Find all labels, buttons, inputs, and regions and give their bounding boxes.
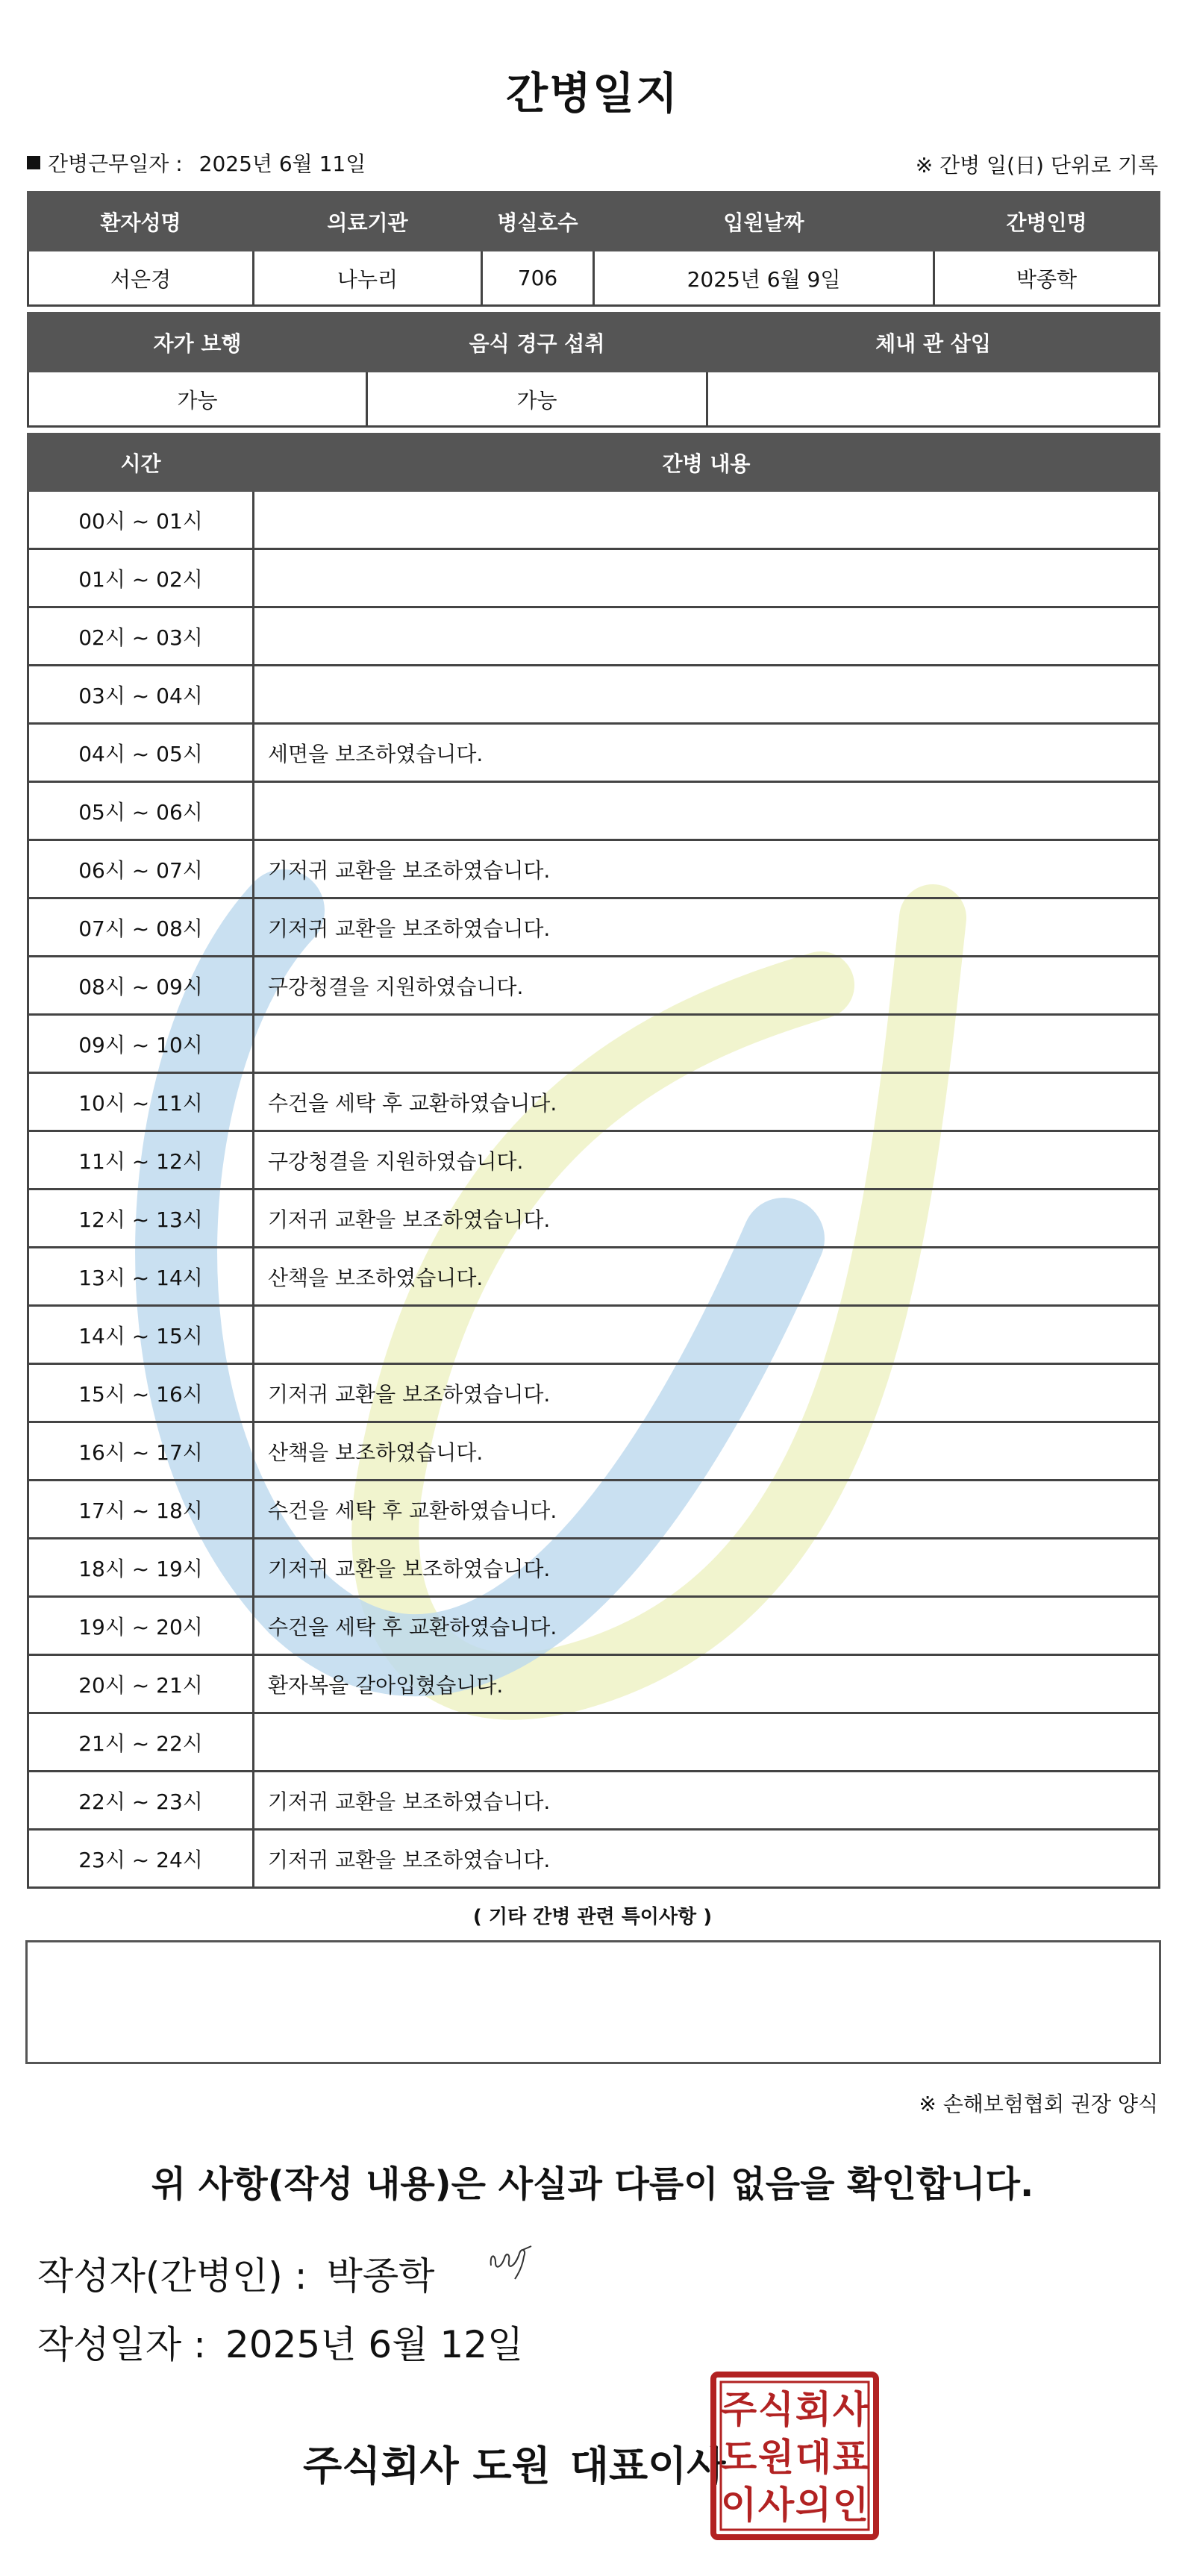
care-content: 수건을 세탁 후 교환하였습니다. (254, 1597, 1160, 1655)
table-row (28, 1772, 1160, 1830)
care-time: 00시 ~ 01시 (28, 491, 254, 549)
care-content (254, 1713, 1160, 1772)
table-row (28, 1189, 1160, 1248)
care-content (254, 549, 1160, 607)
care-time: 15시 ~ 16시 (28, 1364, 254, 1422)
table-row (28, 782, 1160, 840)
care-content (254, 1015, 1160, 1073)
tube-insertion-value (707, 372, 1160, 427)
care-time: 21시 ~ 22시 (28, 1713, 254, 1772)
svg-text:사: 사 (832, 2388, 869, 2431)
admission-date: 2025년 6월 9일 (594, 251, 934, 306)
care-time: 06시 ~ 07시 (28, 840, 254, 898)
care-time: 11시 ~ 12시 (28, 1131, 254, 1189)
care-time: 08시 ~ 09시 (28, 957, 254, 1015)
table-row (28, 1597, 1160, 1655)
table-row (28, 1015, 1160, 1073)
table-row (28, 1306, 1160, 1364)
care-content: 환자복을 갈아입혔습니다. (254, 1655, 1160, 1713)
company-seal (710, 2372, 879, 2540)
page-title: 간병일지 (505, 68, 680, 119)
care-time: 22시 ~ 23시 (28, 1772, 254, 1830)
square-bullet-icon (27, 156, 40, 169)
svg-text:도: 도 (720, 2436, 757, 2479)
care-content: 기저귀 교환을 보조하였습니다. (254, 1364, 1160, 1422)
table-row (28, 1422, 1160, 1481)
header-time: 시간 (28, 434, 254, 491)
header-oral-intake: 음식 경구 섭취 (367, 313, 707, 372)
svg-text:표: 표 (832, 2436, 869, 2479)
care-time: 02시 ~ 03시 (28, 607, 254, 666)
table-row (28, 607, 1160, 666)
caregiver-name: 박종학 (934, 251, 1160, 306)
table-row (28, 1073, 1160, 1131)
care-time: 12시 ~ 13시 (28, 1189, 254, 1248)
care-time: 04시 ~ 05시 (28, 724, 254, 782)
care-content: 기저귀 교환을 보조하였습니다. (254, 1772, 1160, 1830)
care-time: 03시 ~ 04시 (28, 666, 254, 724)
header-caregiver: 간병인명 (934, 193, 1160, 251)
company-name: 주식회사 도원 (303, 2442, 551, 2489)
care-content: 구강청결을 지원하였습니다. (254, 1131, 1160, 1189)
written-date-value: 2025년 6월 12일 (225, 2323, 524, 2366)
header-care-content: 간병 내용 (254, 434, 1160, 491)
work-date (27, 148, 366, 178)
writer-label: 작성자(간병인) : (37, 2254, 307, 2298)
care-time: 18시 ~ 19시 (28, 1539, 254, 1597)
care-time: 13시 ~ 14시 (28, 1248, 254, 1306)
work-date-label: 간병근무일자 : (48, 151, 183, 176)
care-time: 17시 ~ 18시 (28, 1481, 254, 1539)
care-content (254, 1306, 1160, 1364)
care-content: 기저귀 교환을 보조하였습니다. (254, 1189, 1160, 1248)
room-number: 706 (482, 251, 594, 306)
care-content (254, 607, 1160, 666)
care-content (254, 782, 1160, 840)
care-log-table (27, 433, 1160, 1889)
confirmation-statement: 위 사항(작성 내용)은 사실과 다름이 없음을 확인합니다. (151, 2163, 1034, 2205)
company-line (303, 2434, 725, 2492)
table-row (28, 1481, 1160, 1539)
record-note: ※ 간병 일(日) 단위로 기록 (915, 153, 1158, 178)
table-row (28, 666, 1160, 724)
handwritten-signature (485, 2237, 545, 2282)
svg-text:이: 이 (720, 2483, 757, 2527)
oral-intake-value: 가능 (367, 372, 707, 427)
table-row (28, 1248, 1160, 1306)
written-date-line (37, 2315, 523, 2369)
care-time: 10시 ~ 11시 (28, 1073, 254, 1131)
header-room: 병실호수 (482, 193, 594, 251)
header-patient-name: 환자성명 (28, 193, 254, 251)
header-tube-insertion: 체내 관 삽입 (707, 313, 1160, 372)
care-time: 01시 ~ 02시 (28, 549, 254, 607)
care-content: 기저귀 교환을 보조하였습니다. (254, 898, 1160, 957)
company-title: 대표이사 (569, 2442, 726, 2489)
patient-status-table (27, 312, 1160, 428)
care-time: 14시 ~ 15시 (28, 1306, 254, 1364)
care-time: 20시 ~ 21시 (28, 1655, 254, 1713)
table-row (28, 549, 1160, 607)
special-notes-title: ( 기타 간병 관련 특이사항 ) (472, 1906, 713, 1928)
care-content: 구강청결을 지원하였습니다. (254, 957, 1160, 1015)
care-time: 05시 ~ 06시 (28, 782, 254, 840)
written-date-label: 작성일자 : (37, 2323, 206, 2366)
hospital: 나누리 (254, 251, 482, 306)
svg-text:인: 인 (832, 2483, 869, 2527)
svg-text:대: 대 (795, 2436, 832, 2479)
care-content: 산책을 보조하였습니다. (254, 1422, 1160, 1481)
care-content: 수건을 세탁 후 교환하였습니다. (254, 1073, 1160, 1131)
header-admission-date: 입원날짜 (594, 193, 934, 251)
care-time: 16시 ~ 17시 (28, 1422, 254, 1481)
self-walking-value: 가능 (28, 372, 367, 427)
care-time: 23시 ~ 24시 (28, 1830, 254, 1888)
care-content: 기저귀 교환을 보조하였습니다. (254, 1830, 1160, 1888)
care-content (254, 491, 1160, 549)
patient-name: 서은경 (28, 251, 254, 306)
svg-text:원: 원 (757, 2436, 795, 2479)
special-notes-box (25, 1940, 1161, 2064)
svg-text:의: 의 (795, 2483, 832, 2527)
table-row (28, 840, 1160, 898)
care-content: 기저귀 교환을 보조하였습니다. (254, 1539, 1160, 1597)
care-time: 09시 ~ 10시 (28, 1015, 254, 1073)
table-row (28, 1539, 1160, 1597)
work-date-value: 2025년 6월 11일 (198, 151, 366, 176)
header-self-walking: 자가 보행 (28, 313, 367, 372)
care-time: 07시 ~ 08시 (28, 898, 254, 957)
patient-info-table (27, 191, 1160, 307)
table-row (28, 1364, 1160, 1422)
care-content: 기저귀 교환을 보조하였습니다. (254, 840, 1160, 898)
table-row (28, 1655, 1160, 1713)
care-content: 수건을 세탁 후 교환하였습니다. (254, 1481, 1160, 1539)
association-note: ※ 손해보험협회 권장 양식 (919, 2092, 1158, 2116)
table-row (28, 898, 1160, 957)
table-row (28, 957, 1160, 1015)
table-row (28, 491, 1160, 549)
writer-line (37, 2246, 434, 2300)
care-content: 산책을 보조하였습니다. (254, 1248, 1160, 1306)
care-content (254, 666, 1160, 724)
writer-name: 박종학 (326, 2254, 435, 2298)
header-hospital: 의료기관 (254, 193, 482, 251)
svg-text:사: 사 (757, 2483, 795, 2527)
table-row (28, 1830, 1160, 1888)
svg-text:주: 주 (720, 2388, 757, 2431)
table-row (28, 724, 1160, 782)
svg-text:회: 회 (795, 2388, 832, 2431)
table-row (28, 1131, 1160, 1189)
svg-text:식: 식 (757, 2388, 795, 2431)
care-time: 19시 ~ 20시 (28, 1597, 254, 1655)
care-content: 세면을 보조하였습니다. (254, 724, 1160, 782)
table-row (28, 1713, 1160, 1772)
